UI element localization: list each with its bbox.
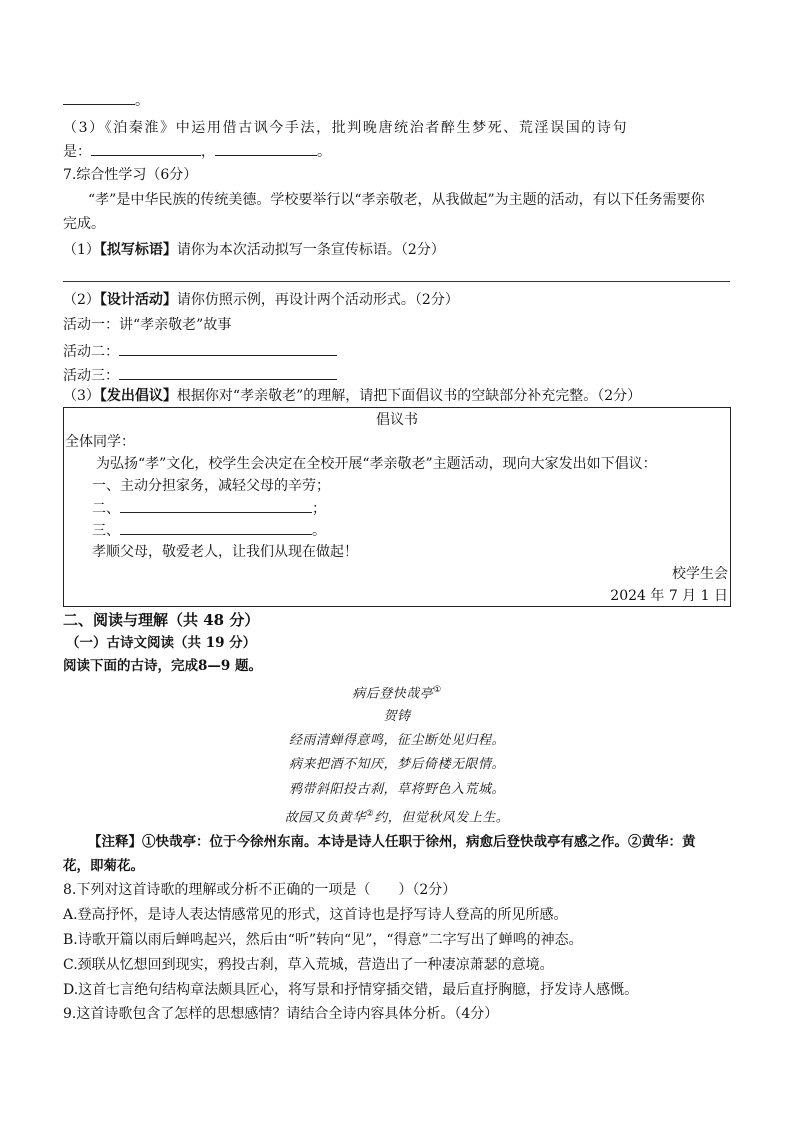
q8-option-b[interactable]: B.诗歌开篇以雨后蝉鸣起兴，然后由“听”转向“见”，“得意”二字写出了蝉鸣的神态。	[63, 932, 583, 948]
q9-stem: 9.这首诗歌包含了怎样的思想感情？请结合全诗内容具体分析。（4分）	[63, 1006, 499, 1022]
q7-intro-2: 完成。	[63, 216, 105, 232]
activity-2: 活动二：	[63, 341, 337, 362]
answer-blank[interactable]	[91, 141, 201, 156]
q8-option-d[interactable]: D.这首七言绝句结构章法颇具匠心，将写景和抒情穿插交错，最后直抒胸臆，抒发诗人感慨。	[63, 982, 639, 998]
q6-3-line2: 是： ， 。	[63, 141, 331, 162]
q8-option-c[interactable]: C.颈联从忆想回到现实，鸦投古刹，草入荒城，营造出了一种凄凉萧瑟的意境。	[63, 957, 554, 973]
proposal-box	[63, 407, 731, 607]
q6-tail-line: 。	[63, 90, 149, 111]
answer-blank[interactable]	[63, 90, 135, 105]
proposal-item-2: 二、 ；	[92, 498, 326, 519]
poem-line-3: 鸦带斜阳投古刹，草将野色入荒城。	[288, 782, 505, 797]
answer-blank[interactable]	[215, 141, 317, 156]
activity-1: 活动一：讲“孝亲敬老”故事	[63, 317, 232, 333]
poem-line-2: 病来把酒不知厌，梦后倚楼无限情。	[288, 757, 505, 772]
section-2-heading: 二、阅读与理解（共 48 分）	[63, 611, 260, 629]
proposal-closing: 孝顺父母，敬爱老人，让我们从现在做起！	[92, 544, 358, 560]
answer-blank[interactable]	[120, 520, 312, 535]
answer-blank[interactable]	[120, 498, 312, 513]
q7-heading: 7.综合性学习（6分）	[63, 167, 198, 183]
section-2-instruction: 阅读下面的古诗，完成8—9 题。	[63, 658, 262, 674]
activity-3: 活动三：	[63, 365, 337, 386]
q7-part3: （3）【发出倡议】根据你对“孝亲敬老”的理解，请把下面倡议书的空缺部分补充完整。（2分）	[63, 388, 642, 404]
proposal-title: 倡议书	[376, 412, 418, 428]
proposal-salutation: 全体同学：	[65, 434, 135, 450]
q7-part1: （1）【拟写标语】请你为本次活动拟写一条宣传标语。（2分）	[63, 242, 445, 258]
poem-note-line-2: 花，即菊花。	[63, 858, 144, 874]
proposal-item-1: 一、主动分担家务，减轻父母的辛劳；	[92, 478, 330, 494]
q6-3-line1: （3）《泊秦淮》中运用借古讽今手法，批判晚唐统治者醉生梦死、荒淫误国的诗句	[63, 120, 629, 136]
poem-title: 病后登快哉亭①	[352, 685, 442, 702]
answer-blank[interactable]	[119, 365, 337, 380]
poem-line-4: 故园又负黄华②约，但觉秋风发上生。	[284, 809, 510, 826]
proposal-item-3: 三、 。	[92, 520, 326, 541]
q7-intro-1: “孝”是中华民族的传统美德。学校要举行以“孝亲敬老，从我做起”为主题的活动，有以下任务需要你	[88, 192, 705, 208]
proposal-date: 2024 年 7 月 1 日	[610, 588, 728, 604]
answer-line-slogan[interactable]	[63, 281, 730, 282]
answer-blank[interactable]	[119, 341, 337, 356]
poem-note-line-1: 【注释】①快哉亭：位于今徐州东南。本诗是诗人任职于徐州，病愈后登快哉亭有感之作。②黄华：黄	[88, 834, 696, 850]
poem-author: 贺铸	[383, 709, 411, 724]
proposal-body: 为弘扬“孝”文化，校学生会决定在全校开展“孝亲敬老”主题活动，现向大家发出如下倡议：	[96, 456, 657, 472]
proposal-signer: 校学生会	[672, 566, 728, 582]
poem-line-1: 经雨清蝉得意鸣，征尘断处见归程。	[288, 733, 505, 748]
q8-option-a[interactable]: A.登高抒怀，是诗人表达情感常见的形式，这首诗也是抒写诗人登高的所见所感。	[63, 907, 568, 923]
q8-stem: 8.下列对这首诗歌的理解或分析不正确的一项是（ ）（2分）	[63, 882, 457, 898]
section-2-sub: （一）古诗文阅读（共 19 分）	[66, 635, 257, 651]
q7-part2: （2）【设计活动】请你仿照示例，再设计两个活动形式。（2分）	[63, 292, 459, 308]
